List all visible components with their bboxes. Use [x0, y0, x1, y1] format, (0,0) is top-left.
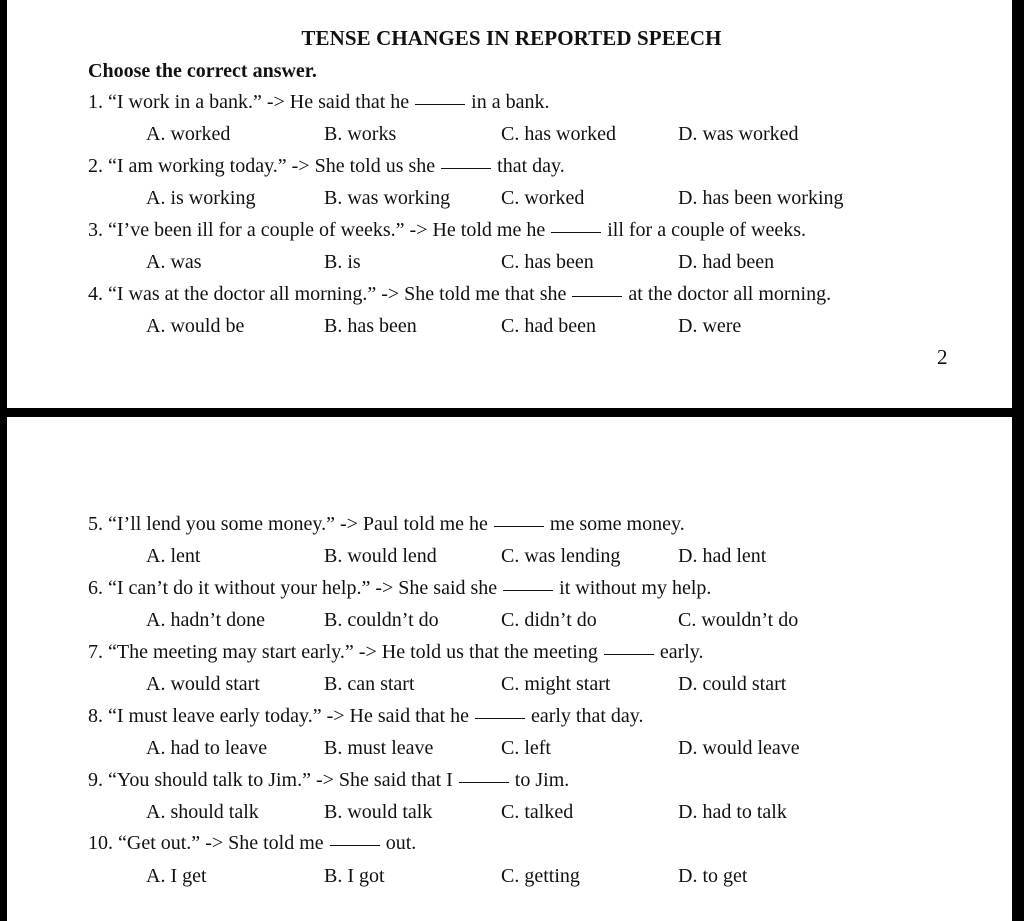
option-6c: C. didn’t do	[501, 609, 597, 631]
option-5a: A. lent	[146, 545, 201, 567]
question-tail: out.	[385, 832, 417, 854]
option-4d: D. were	[678, 315, 742, 337]
question-6	[88, 577, 711, 600]
option-5b: B. would lend	[324, 545, 437, 567]
option-7a: A. would start	[146, 673, 260, 695]
question-9	[88, 769, 569, 792]
option-7b: B. can start	[324, 673, 415, 695]
option-10d: D. to get	[678, 865, 748, 887]
question-2	[88, 155, 565, 178]
option-4c: C. had been	[501, 315, 596, 337]
option-9b: B. would talk	[324, 801, 433, 823]
question-stem: 1. “I work in a bank.” -> He said that he	[88, 91, 410, 113]
answer-blank	[494, 526, 544, 527]
option-1a: A. worked	[146, 123, 231, 145]
question-stem: 6. “I can’t do it without your help.” -> She said she	[88, 577, 498, 599]
option-1d: D. was worked	[678, 123, 799, 145]
option-6b: B. couldn’t do	[324, 609, 439, 631]
option-5d: D. had lent	[678, 545, 767, 567]
question-stem: 8. “I must leave early today.” -> He said that he	[88, 705, 469, 727]
option-4a: A. would be	[146, 315, 245, 337]
question-stem: 3. “I’ve been ill for a couple of weeks.” -> He told me he	[88, 219, 546, 241]
question-3	[88, 219, 806, 242]
question-stem: 2. “I am working today.” -> She told us she	[88, 155, 436, 177]
option-7c: C. might start	[501, 673, 611, 695]
page-number: 2	[937, 345, 948, 369]
question-tail: ill for a couple of weeks.	[607, 219, 807, 241]
question-tail: early.	[659, 641, 704, 663]
option-8c: C. left	[501, 737, 551, 759]
option-8a: A. had to leave	[146, 737, 268, 759]
option-10b: B. I got	[324, 865, 385, 887]
option-9d: D. had to talk	[678, 801, 787, 823]
answer-blank	[441, 168, 491, 169]
option-9c: C. talked	[501, 801, 574, 823]
option-4b: B. has been	[324, 315, 417, 337]
question-tail: at the doctor all morning.	[628, 283, 832, 305]
option-10a: A. I get	[146, 865, 207, 887]
option-8d: D. would leave	[678, 737, 800, 759]
option-2d: D. has been working	[678, 187, 844, 209]
answer-blank	[415, 104, 465, 105]
answer-blank	[503, 590, 553, 591]
instruction-text: Choose the correct answer.	[88, 60, 317, 82]
option-3c: C. has been	[501, 251, 594, 273]
answer-blank	[572, 296, 622, 297]
option-7d: D. could start	[678, 673, 787, 695]
question-5	[88, 513, 685, 536]
question-4	[88, 283, 831, 306]
option-1c: C. has worked	[501, 123, 616, 145]
option-3b: B. is	[324, 251, 361, 273]
question-tail: me some money.	[549, 513, 685, 535]
option-2c: C. worked	[501, 187, 585, 209]
question-tail: it without my help.	[559, 577, 712, 599]
worksheet-page-top	[7, 0, 1012, 408]
question-stem: 5. “I’ll lend you some money.” -> Paul told me he	[88, 513, 488, 535]
worksheet-page-bottom	[7, 417, 1012, 921]
option-5c: C. was lending	[501, 545, 621, 567]
question-stem: 4. “I was at the doctor all morning.” -> She told me that she	[88, 283, 567, 305]
option-9a: A. should talk	[146, 801, 259, 823]
question-stem: 7. “The meeting may start early.” -> He told us that the meeting	[88, 641, 598, 663]
question-tail: early that day.	[530, 705, 644, 727]
answer-blank	[475, 718, 525, 719]
option-3d: D. had been	[678, 251, 775, 273]
question-7	[88, 641, 704, 664]
option-10c: C. getting	[501, 865, 580, 887]
option-8b: B. must leave	[324, 737, 434, 759]
question-stem: 9. “You should talk to Jim.” -> She said that I	[88, 769, 453, 791]
worksheet-title: TENSE CHANGES IN REPORTED SPEECH	[301, 26, 722, 50]
option-6d: C. wouldn’t do	[678, 609, 799, 631]
answer-blank	[551, 232, 601, 233]
answer-blank	[459, 782, 509, 783]
question-10	[88, 832, 416, 855]
question-8	[88, 705, 644, 728]
question-1	[88, 91, 549, 114]
option-3a: A. was	[146, 251, 202, 273]
option-2a: A. is working	[146, 187, 256, 209]
answer-blank	[330, 845, 380, 846]
option-6a: A. hadn’t done	[146, 609, 266, 631]
option-1b: B. works	[324, 123, 397, 145]
question-tail: that day.	[497, 155, 565, 177]
answer-blank	[604, 654, 654, 655]
option-2b: B. was working	[324, 187, 451, 209]
question-tail: in a bank.	[471, 91, 550, 113]
question-stem: 10. “Get out.” -> She told me	[88, 832, 324, 854]
question-tail: to Jim.	[514, 769, 570, 791]
